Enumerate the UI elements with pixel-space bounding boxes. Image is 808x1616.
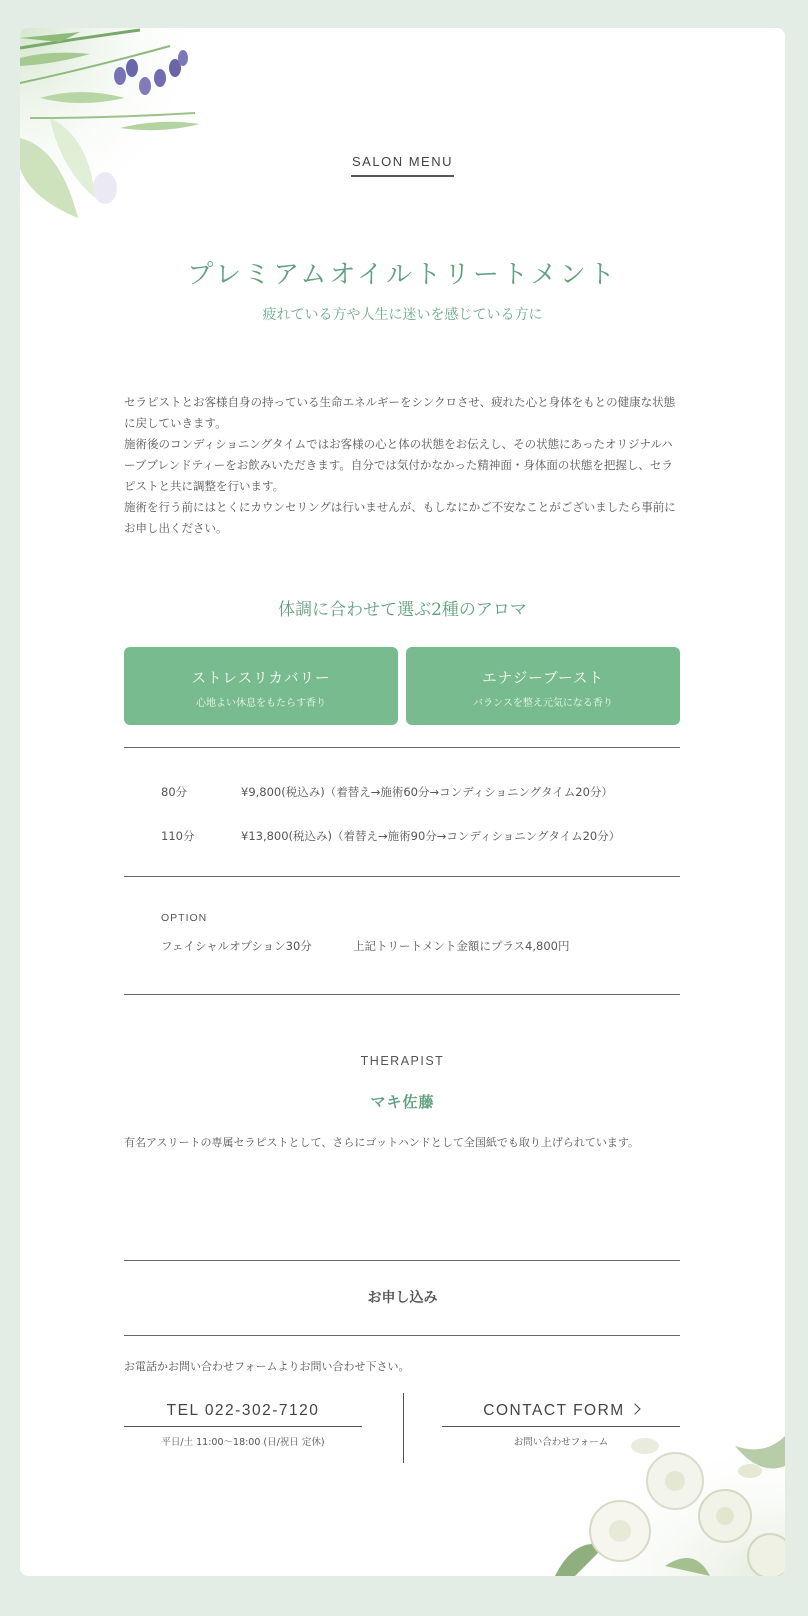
page-subtitle: 疲れている方や人生に迷いを感じている方に	[262, 307, 543, 323]
intro-paragraph: セラピストとお客様自身の持っている生命エネルギーをシンクロさせ、疲れた心と身体をもとの健康な状態に戻していきます。	[124, 395, 676, 430]
aroma-heading: 体調に合わせて選ぶ2種のアロマ	[278, 600, 527, 620]
contact-form-label: CONTACT FORM	[483, 1402, 625, 1419]
apply-heading: お申し込み	[367, 1290, 438, 1306]
therapist-description: 有名アスリートの専属セラピストとして、さらにゴットハンドとして全国紙でも取り上げられています。	[124, 1136, 640, 1149]
aroma-option-energy-boost[interactable]	[406, 647, 680, 725]
price-row	[161, 784, 613, 800]
aroma-option-stress-recovery[interactable]	[124, 647, 398, 725]
contact-form-sub: お問い合わせフォーム	[513, 1437, 609, 1448]
price-duration: 80分	[161, 785, 188, 799]
contact-form-link[interactable]	[442, 1402, 680, 1448]
aroma-option-desc: バランスを整え元気になる香り	[473, 698, 613, 709]
herb-decoration-image	[20, 28, 210, 238]
therapist-name: マキ佐藤	[370, 1093, 435, 1111]
option-detail: 上記トリートメント金額にプラス4,800円	[353, 939, 570, 953]
divider	[124, 1260, 680, 1261]
divider	[124, 994, 680, 995]
tel-link[interactable]	[124, 1402, 362, 1448]
intro-text	[124, 392, 680, 539]
aroma-option-desc: 心地よい休息をもたらす香り	[196, 698, 326, 709]
divider	[124, 876, 680, 877]
salon-menu-label: SALON MENU	[351, 154, 454, 177]
contact-form-label-row	[442, 1402, 680, 1427]
price-detail: ¥13,800(税込み)（着替え→施術90分→コンディショニングタイム20分）	[241, 829, 621, 843]
contact-divider	[403, 1393, 404, 1463]
contact-note: お電話かお問い合わせフォームよりお問い合わせ下さい。	[124, 1360, 410, 1373]
price-detail: ¥9,800(税込み)（着替え→施術60分→コンディショニングタイム20分）	[241, 785, 613, 799]
divider	[124, 1335, 680, 1336]
option-row	[161, 938, 569, 954]
price-duration: 110分	[161, 829, 195, 843]
intro-paragraph: 施術後のコンディショニングタイムではお客様の心と体の状態をお伝えし、その状態にあったオリジナルハーブブレンドティーをお飲みいただきます。自分では気付かなかった精神面・身体面の状態を把握し、セラピストと共に調整を行います。	[124, 437, 673, 493]
aroma-option-name: ストレスリカバリー	[191, 671, 331, 687]
section-label	[20, 154, 785, 177]
chevron-right-icon	[629, 1403, 640, 1414]
tel-number: TEL 022-302-7120	[124, 1402, 362, 1427]
option-name: フェイシャルオプション30分	[161, 939, 312, 953]
option-label: OPTION	[161, 912, 208, 924]
price-row	[161, 828, 620, 844]
divider	[124, 747, 680, 748]
intro-paragraph: 施術を行う前にはとくにカウンセリングは行いませんが、もしなにかご不安なことがございましたら事前にお申し出ください。	[124, 500, 676, 535]
aroma-option-name: エナジーブースト	[482, 671, 604, 687]
flower-decoration-image	[535, 1436, 785, 1576]
business-hours: 平日/土 11:00〜18:00 (日/祝日 定休)	[161, 1437, 325, 1448]
content-card	[20, 28, 785, 1576]
therapist-label: THERAPIST	[360, 1054, 445, 1068]
page-title: プレミアムオイルトリートメント	[187, 260, 618, 290]
